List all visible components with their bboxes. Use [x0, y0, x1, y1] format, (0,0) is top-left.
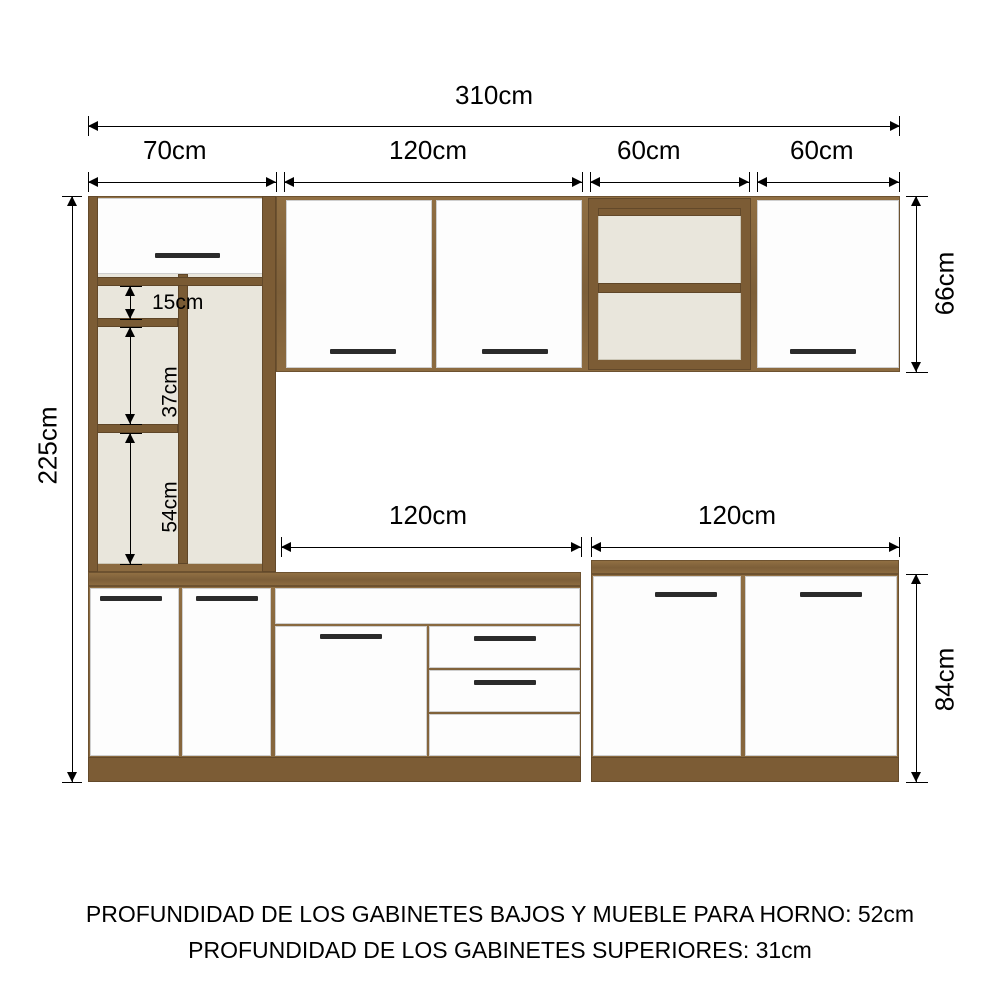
base-height-tick-bottom — [906, 782, 928, 783]
mid-dim-2-arrow-left — [591, 542, 601, 552]
top-dim-4-tick-right — [899, 172, 900, 192]
mid-dim-1-tick-right — [581, 537, 582, 557]
base-height-line — [916, 574, 917, 782]
dim15-arrow-up — [125, 286, 135, 296]
caption-line-1: PROFUNDIDAD DE LOS GABINETES BAJOS Y MUEBLE PARA HORNO: 52cm — [85, 901, 915, 927]
top-dim-2-tick-left — [284, 172, 285, 192]
upper-height-arrow-up — [911, 196, 921, 206]
base-door-1[interactable] — [90, 588, 179, 756]
mid-dim-2-arrow-right — [889, 542, 899, 552]
top-dim-2-tick-right — [582, 172, 583, 192]
overall-height-tick-top — [62, 196, 82, 197]
base-door-2-handle[interactable] — [196, 596, 258, 601]
upper-height-tick-top — [906, 196, 928, 197]
interior-dimension-label-54: 54cm — [158, 481, 182, 533]
base-door-3[interactable] — [275, 626, 427, 756]
overall-width-tick-left — [88, 116, 89, 136]
dim37-arrow-down — [125, 414, 135, 424]
base-drawer-1-handle[interactable] — [474, 636, 536, 641]
upper-open-unit-shelf — [598, 283, 741, 293]
caption-line-2: PROFUNDIDAD DE LOS GABINETES SUPERIORES: 31cm — [188, 937, 812, 963]
top-dim-3-arrow-right — [739, 177, 749, 187]
interior-dimension-line-37 — [130, 327, 131, 424]
dim37-tick-bottom — [120, 424, 142, 425]
base-door-1-handle[interactable] — [100, 596, 162, 601]
top-dim-2-arrow-right — [572, 177, 582, 187]
mid-dimension-line-2 — [591, 547, 899, 548]
base-door-5[interactable] — [745, 576, 897, 756]
mid-dim-2-tick-right — [899, 537, 900, 557]
dim54-tick-bottom — [120, 564, 142, 565]
top-dim-2-arrow-left — [284, 177, 294, 187]
worktop-left — [88, 572, 581, 586]
overall-height-arrow-down — [67, 772, 77, 782]
overall-height-line — [72, 196, 73, 782]
mid-dim-1-arrow-right — [571, 542, 581, 552]
worktop-right — [591, 560, 899, 574]
top-dimension-line-2 — [284, 182, 582, 183]
upper-door-left[interactable] — [286, 200, 432, 368]
top-dim-4-arrow-left — [757, 177, 767, 187]
overall-width-tick-right — [899, 116, 900, 136]
top-dim-1-arrow-right — [266, 177, 276, 187]
top-dimension-line-4 — [757, 182, 899, 183]
mid-dim-1-arrow-left — [281, 542, 291, 552]
top-dimension-label-3: 60cm — [617, 135, 681, 165]
base-drawer-3[interactable] — [429, 714, 580, 756]
tall-unit-shelf-1 — [96, 277, 268, 286]
tall-unit-top-door-handle[interactable] — [155, 253, 220, 258]
top-dimension-line-3 — [590, 182, 749, 183]
overall-width-label: 310cm — [455, 80, 534, 110]
mid-dimension-label-2: 120cm — [698, 500, 777, 530]
overall-width-line — [88, 126, 900, 127]
upper-height-tick-bottom — [906, 372, 928, 373]
dim15-tick-bottom — [120, 319, 142, 320]
tall-unit-right-side — [262, 196, 276, 572]
top-dim-1-tick-left — [88, 172, 89, 192]
dim54-tick-top — [120, 433, 142, 434]
mid-dimension-label-1: 120cm — [389, 500, 468, 530]
base-door-4-handle[interactable] — [655, 592, 717, 597]
top-dimension-line-1 — [88, 182, 276, 183]
dim37-tick-top — [120, 327, 142, 328]
dim54-arrow-down — [125, 554, 135, 564]
top-dim-4-arrow-right — [889, 177, 899, 187]
upper-height-label: 66cm — [929, 251, 960, 316]
base-height-label: 84cm — [929, 647, 960, 712]
upper-door-single-handle[interactable] — [790, 349, 856, 354]
mid-dim-1-tick-left — [281, 537, 282, 557]
base-height-arrow-down — [911, 772, 921, 782]
top-dim-1-arrow-left — [88, 177, 98, 187]
top-dim-3-tick-right — [749, 172, 750, 192]
plinth-right — [591, 757, 899, 782]
top-dim-4-tick-left — [757, 172, 758, 192]
overall-height-label: 225cm — [32, 406, 63, 485]
base-door-3-handle[interactable] — [320, 634, 382, 639]
tall-unit-shelf-3 — [96, 424, 178, 433]
interior-dimension-label-15: 15cm — [152, 291, 204, 314]
upper-door-single[interactable] — [757, 200, 899, 368]
base-height-arrow-up — [911, 574, 921, 584]
dim37-arrow-up — [125, 327, 135, 337]
base-height-tick-top — [906, 574, 928, 575]
upper-door-left-handle[interactable] — [330, 349, 396, 354]
base-drawer-1[interactable] — [429, 626, 580, 668]
top-dimension-label-2: 120cm — [389, 135, 468, 165]
base-door-5-handle[interactable] — [800, 592, 862, 597]
upper-open-unit-top-rail — [598, 208, 741, 216]
dim15-arrow-down — [125, 309, 135, 319]
overall-height-tick-bottom — [62, 782, 82, 783]
overall-width-arrow-left — [88, 121, 98, 131]
top-dim-1-tick-right — [276, 172, 277, 192]
upper-height-arrow-down — [911, 362, 921, 372]
upper-door-right[interactable] — [436, 200, 582, 368]
overall-height-arrow-up — [67, 196, 77, 206]
upper-door-right-handle[interactable] — [482, 349, 548, 354]
top-dimension-label-1: 70cm — [143, 135, 207, 165]
base-top-drawer[interactable] — [275, 588, 580, 624]
mid-dimension-line-1 — [281, 547, 581, 548]
base-door-2[interactable] — [182, 588, 271, 756]
top-dim-3-tick-left — [590, 172, 591, 192]
base-drawer-2-handle[interactable] — [474, 680, 536, 685]
tall-unit-left-side — [88, 196, 98, 572]
top-dimension-label-4: 60cm — [790, 135, 854, 165]
tall-unit-top-door[interactable] — [92, 198, 272, 274]
base-drawer-2[interactable] — [429, 670, 580, 712]
base-door-4[interactable] — [593, 576, 741, 756]
upper-height-line — [916, 196, 917, 372]
interior-dimension-label-37: 37cm — [158, 366, 182, 418]
dim15-tick-top — [120, 286, 142, 287]
top-dim-3-arrow-left — [590, 177, 600, 187]
plinth-left — [88, 757, 581, 782]
interior-dimension-line-54 — [130, 433, 131, 564]
dim54-arrow-up — [125, 433, 135, 443]
mid-dim-2-tick-left — [591, 537, 592, 557]
